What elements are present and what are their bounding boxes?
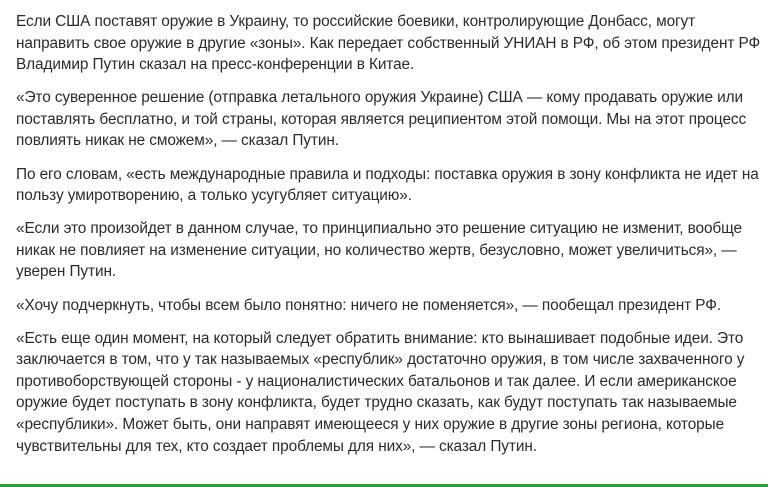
article-paragraph: По его словам, «есть международные правила и подходы: поставка оружия в зону конфликта не идет на пользу умиротворению, а только усугубляет ситуацию». bbox=[16, 165, 759, 205]
article-paragraph: «Есть еще один момент, на который следует обратить внимание: кто вынашивает подобные идеи. Это заключается в том, что у так называемых «республик» достаточно оружия, в том числе захваченного у противоборствующей стороны - у националистических батальонов и так далее. И если американское оружие будет поступать в зону конфликта, будет трудно сказать, как будут поступать так называемые «республики». Может быть, они направят имеющееся у них оружие в другие зоны региона, которые чувствительны для тех, кто создает проблемы для них», — сказал Путин. bbox=[16, 329, 745, 455]
article-paragraph: Если США поставят оружие в Украину, то российские боевики, контролирующие Донбасс, могут направить свое оружие в другие «зоны». Как передает собственный УНИАН в РФ, об этом президент РФ Владимир Путин сказал на пресс-конференции в Китае. bbox=[16, 13, 761, 74]
article-paragraph: «Хочу подчеркнуть, чтобы всем было понятно: ничего не поменяется», — пообещал президент РФ. bbox=[16, 296, 722, 314]
article-paragraph: «Это суверенное решение (отправка летального оружия Украине) США — кому продавать оружие или поставлять бесплатно, и той страны, которая является реципиентом этой помощи. Мы на этот процесс повлиять никак не сможем», — сказал Путин. bbox=[16, 89, 747, 150]
article-paragraph: «Если это произойдет в данном случае, то принципиально это решение ситуацию не изменит, вообще никак не повлияет на изменение ситуации, но количество жертв, безусловно, может увеличиться», — уверен Путин. bbox=[16, 220, 742, 281]
article-body bbox=[16, 11, 761, 457]
